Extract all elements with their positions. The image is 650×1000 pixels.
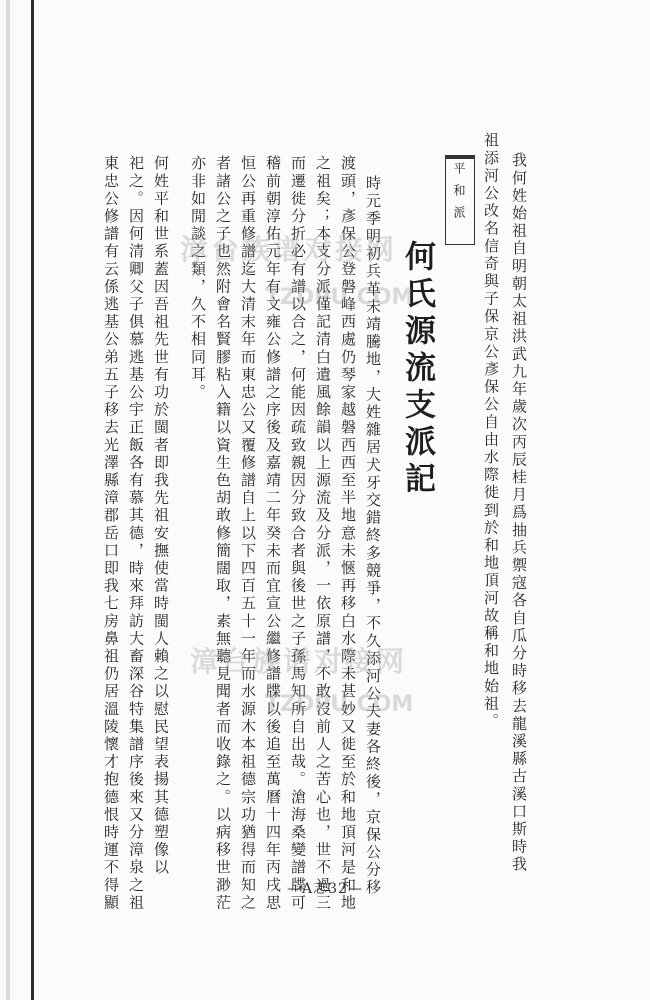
text-column: 我何姓始祖自明朝太祖洪武九年歲次丙辰桂月爲抽兵禦寇各自瓜分時移去龍溪縣古溪口斯時我 bbox=[510, 152, 528, 874]
text-column: 者諸公之子也然附會名賢膠粘入籍以資生色胡敢修簡闊取，素無聽見聞者而收錄之。以病移世渺茫 bbox=[214, 155, 232, 912]
section-label: 平和派 bbox=[452, 162, 466, 228]
article-title: 何氏源流支派記 bbox=[399, 240, 435, 499]
watermark-text: 漳台族谱对接网 bbox=[180, 233, 398, 266]
text-column: 東忠公修譜有云係逃基公弟五子移去光澤縣漳郡岳口即我七房鼻祖仍居溫陵懷才抱德恨時運不得顯 bbox=[102, 155, 120, 912]
watermark-url: TZDPU.COM bbox=[265, 692, 414, 717]
page-number: —A志32— bbox=[287, 881, 363, 897]
text-column: 而遷徙分折必有譜以合之，何能因疏致親因分致合者與後世之子孫馬知所自出哉。滄海桑變譜牒可 bbox=[289, 155, 307, 912]
watermark-text: 漳台族谱对接网 bbox=[190, 645, 408, 678]
text-column: 之祖矣；本支分派僅記清白遺風餘韻以上源流及分派，一依原譜，不敢沒前人之苦心也，世不過三 bbox=[314, 155, 332, 912]
watermark-url: TZDPU.COM bbox=[265, 285, 414, 310]
margin-rule bbox=[31, 0, 34, 1000]
binding-shadow bbox=[6, 0, 10, 1000]
text-column: 時元季明初兵革未靖騰地，大姓雜居犬牙交錯終多競爭，不久添河公夫妻各終後，京保公分移 bbox=[364, 175, 382, 897]
text-column: 亦非如閒談之類，久不相同耳。 bbox=[189, 155, 207, 402]
text-column: 祖添河公改名信奇與子保京公彥保公自由水際徙到於和地頂河故稱和地始祖。 bbox=[482, 132, 500, 731]
text-column: 渡頭，彥保公登磐峰西處仍琴家越磐西西至半地意未愜再移白水際未甚妙又徙至於和地頂河是和地 bbox=[339, 155, 357, 912]
text-column: 恒公再重修譜迄大清末年而東忠公又覆修譜自上以下四百五十一年而水源木本祖德宗功猶得而知之 bbox=[239, 155, 257, 912]
text-column: 何姓平和世系蓋因吾祖先世有功於閩者即我先祖安撫使當時閩人賴之以慰民望表揚其德塑像以 bbox=[152, 155, 170, 877]
text-column: 祀之。因何清卿父子俱慕逃基公宇正飯各有慕其德，時來拜訪大畜深谷特集譜序後來又分漳泉之祖 bbox=[127, 155, 145, 912]
text-column: 稽前朝淳佑元年有文雍公修譜之序後及嘉靖二年癸未而宜宣公繼修譜牒以後追至萬曆十四年丙戌思 bbox=[264, 155, 282, 912]
